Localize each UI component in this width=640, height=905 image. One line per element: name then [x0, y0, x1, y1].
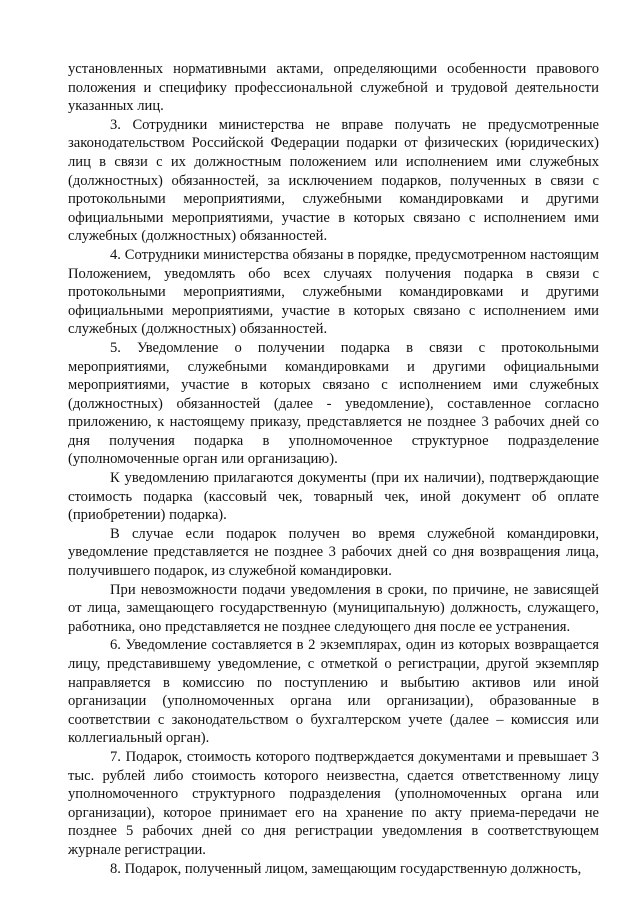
paragraph-item-8: 8. Подарок, полученный лицом, замещающим государственную должность,: [110, 860, 582, 877]
paragraph-item-5: 5. Уведомление о получении подарка в связи с протокольными мероприятиями, служебными командировками и другими официальными мероприятиями, участие в которых связано с исполнением ими служебных (должностных) обязанностей (далее - уведомление), составленное согласно приложению, к настоящему приказу, представляется не позднее 3 рабочих дней со дня получения подарка в уполномоченное структурное подразделение (уполномоченные орган или организацию).: [68, 339, 599, 468]
document-page: [68, 60, 599, 878]
paragraph-item-7: 7. Подарок, стоимость которого подтверждается документами и превышает 3 тыс. рублей либо стоимость которого неизвестна, сдается ответственному лицу уполномоченного структурного подразделения (уполномоченных органа или организации), которое принимает его на хранение по акту приема-передачи не позднее 5 рабочих дней со дня регистрации уведомления в соответствующем журнале регистрации.: [68, 748, 599, 858]
paragraph-business-trip: В случае если подарок получен во время служебной командировки, уведомление представляется не позднее 3 рабочих дней со дня возвращения лица, получившего подарок, из служебной командировки.: [68, 525, 599, 580]
paragraph-item-3: 3. Сотрудники министерства не вправе получать не предусмотренные законодательством Российской Федерации подарки от физических (юридических) лиц в связи с их должностным положением или исполнением ими служебных (должностных) обязанностей, за исключением подарков, полученных в связи с протокольными мероприятиями, служебными командировками и другими официальными мероприятиями, участие в которых связано с исполнением ими служебных (должностных) обязанностей.: [68, 116, 599, 245]
paragraph-item-6: 6. Уведомление составляется в 2 экземплярах, один из которых возвращается лицу, представившему уведомление, с отметкой о регистрации, другой экземпляр направляется в комиссию по поступлению и выбытию активов или иной организации (уполномоченных органа или организации), образованные в соответствии с законодательством о бухгалтерском учете (далее – комиссия или коллегиальный орган).: [68, 637, 599, 747]
paragraph-item-4: 4. Сотрудники министерства обязаны в порядке, предусмотренном настоящим Положением, уведомлять обо всех случаях получения подарка в связи с протокольными мероприятиями, служебными командировками и другими официальными мероприятиями, участие в которых связано с исполнением ими служебных (должностных) обязанностей.: [68, 246, 599, 338]
paragraph-continuation: установленных нормативными актами, определяющими особенности правового положения и специфику профессиональной служебной и трудовой деятельности указанных лиц.: [68, 61, 599, 115]
paragraph-attachments: К уведомлению прилагаются документы (при их наличии), подтверждающие стоимость подарка (кассовый чек, товарный чек, иной документ об оплате (приобретении) подарка).: [68, 470, 599, 524]
paragraph-impossibility: При невозможности подачи уведомления в сроки, по причине, не зависящей от лица, замещающего государственную (муниципальную) должность, служащего, работника, оно представляется не позднее следующего дня после ее устранения.: [68, 581, 599, 635]
